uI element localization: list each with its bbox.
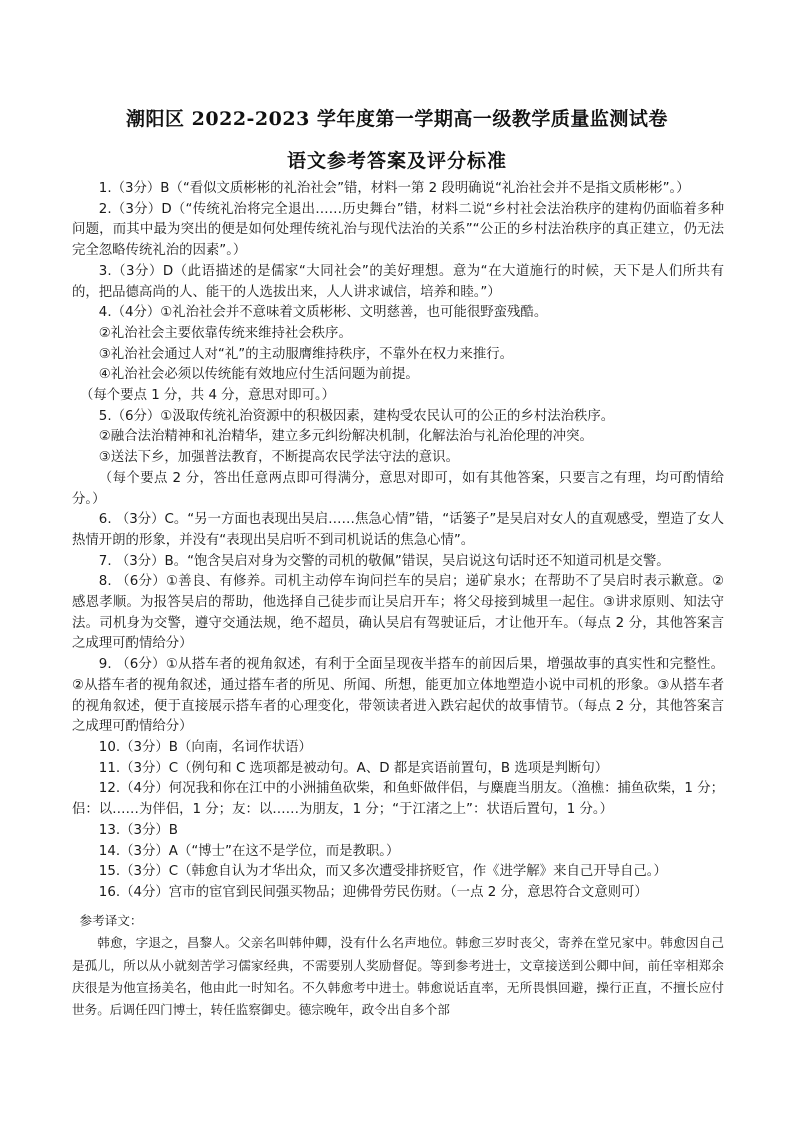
answer-item: 7. （3分）B。“饱含吴启对身为交警的司机的敬佩”错误，吴启说这句话时还不知道司机是交警。 xyxy=(98,553,670,569)
scoring-note: （每个要点 1 分，共 4 分，意思对即可。） xyxy=(80,388,336,404)
translation-label: 参考译文： xyxy=(79,913,143,928)
translation-text: 韩愈，字退之，昌黎人。父亲名叫韩仲卿，没有什么名声地位。韩愈三岁时丧父，寄养在堂兄家中。韩愈因自己是孤儿，所以从小就刻苦学习儒家经典，不需要别人奖励督促。等到参考进士，文章接送到公卿中间，前任宰相郑余庆很是为他宣扬美名，他由此一时知名。不久韩愈考中进士。韩愈说话直率，无所畏惧回避，操行正直，不擅长应付世务。后调任四门博士，转任监察御史。德宗晚年，政令出自多个部 xyxy=(72,935,724,1018)
answer-item: 14.（3分）A（“博士”在这不是学位，而是教职。） xyxy=(98,843,400,859)
answer-point: ③送法下乡，加强普法教育，不断提高农民学法守法的意识。 xyxy=(98,450,459,466)
answer-item: 16.（4分）宫市的宦官到民间强买物品；迎佛骨劳民伤财。（一点 2 分，意思符合文意则可） xyxy=(98,884,648,900)
scoring-note: （每个要点 2 分，答出任意两点即可得满分，意思对即可，如有其他答案，只要言之有理，均可酌情给分。） xyxy=(72,470,724,507)
answer-item: 6. （3分）C。“另一方面也表现出吴启……焦急心情”错，“话篓子”是吴启对女人的直观感受，塑造了女人热情开朗的形象，并没有“表现出吴启听不到司机说话的焦急心情”。 xyxy=(72,512,724,548)
answer-item: 15.（3分）C（韩愈自认为才华出众，而又多次遭受排挤贬官，作《进学解》来自己开导自己。） xyxy=(98,864,667,880)
answer-item: 9. （6分）①从搭车者的视角叙述，有利于全面呈现夜半搭车的前因后果，增强故事的真实性和完整性。②从搭车者的视角叙述，通过搭车者的所见、所闻、所想，能更加立体地塑造小说中司机的形象。③从搭车者的视角叙述，便于直接展示搭车者的心理变化，带领读者进入跌宕起伏的故事情节。（每点 2 分，其他答案言之成理可酌情给分） xyxy=(72,657,724,735)
answer-item: 11.（3分）C（例句和 C 选项都是被动句。A、D 都是宾语前置句，B 选项是判断句） xyxy=(98,760,609,776)
reference-translation xyxy=(72,910,724,1021)
answer-item: 13.（3分）B xyxy=(98,822,178,838)
answer-item: 10.（3分）B（向南，名词作状语） xyxy=(98,739,312,755)
answer-point: ②融合法治精神和礼治精华，建立多元纠纷解决机制，化解法治与礼治伦理的冲突。 xyxy=(98,429,593,445)
answer-item: 4.（4分）①礼治社会并不意味着文质彬彬、文明慈善，也可能很野蛮残酷。 xyxy=(98,305,548,321)
answer-point: ③礼治社会通过人对“礼”的主动服膺维持秩序，不靠外在权力来推行。 xyxy=(98,346,514,362)
answer-item: 12.（4分）何况我和你在江中的小洲捕鱼砍柴，和鱼虾做伴侣，与麋鹿当朋友。（渔樵：捕鱼砍柴，1 分；侣：以……为伴侣，1 分；友：以……为朋友，1 分；“于江渚之上”：状语后置句，1 分。） xyxy=(72,781,724,818)
answer-item: 3.（3分）D（此语描述的是儒家“大同社会”的美好理想。意为“在大道施行的时候，天下是人们所共有的，把品德高尚的人、能干的人选拔出来，人人讲求诚信，培养和睦。”） xyxy=(72,263,724,300)
answer-item: 5.（6分）①汲取传统礼治资源中的积极因素，建构受农民认可的公正的乡村法治秩序。 xyxy=(98,408,615,424)
answer-item: 2.（3分）D（“传统礼治将完全退出……历史舞台”错，材料二说“乡村社会法治秩序的建构仍面临着多种问题，而其中最为突出的便是如何处理传统礼治与现代法治的关系”“公正的乡村法治秩序的真正建立，仍无法完全忽略传统礼治的因素”。） xyxy=(72,201,724,259)
answer-point: ②礼治社会主要依靠传统来维持社会秩序。 xyxy=(98,325,352,341)
answer-item: 1.（3分）B（“看似文质彬彬的礼治社会”错，材料一第 2 段明确说“礼治社会并不是指文质彬彬”。） xyxy=(98,181,690,196)
page-subtitle: 语文参考答案及评分标准 xyxy=(286,150,507,172)
answer-point: ④礼治社会必须以传统能有效地应付生活问题为前提。 xyxy=(98,367,419,383)
answer-list xyxy=(72,179,724,904)
answer-item: 8. （6分）①善良、有修养。司机主动停车询问拦车的吴启；递矿泉水；在帮助不了吴启时表示歉意。②感恩孝顺。为报答吴启的帮助，他选择自己徒步而让吴启开车；将父母接到城里一起住。③讲求原则、知法守法。司机身为交警，遵守交通法规，绝不超员，确认吴启有驾驶证后，才让他开车。（每点 2 分，其他答案言之成理可酌情给分） xyxy=(72,574,724,652)
page-title: 潮阳区 2022-2023 学年度第一学期高一级教学质量监测试卷 xyxy=(126,108,668,130)
